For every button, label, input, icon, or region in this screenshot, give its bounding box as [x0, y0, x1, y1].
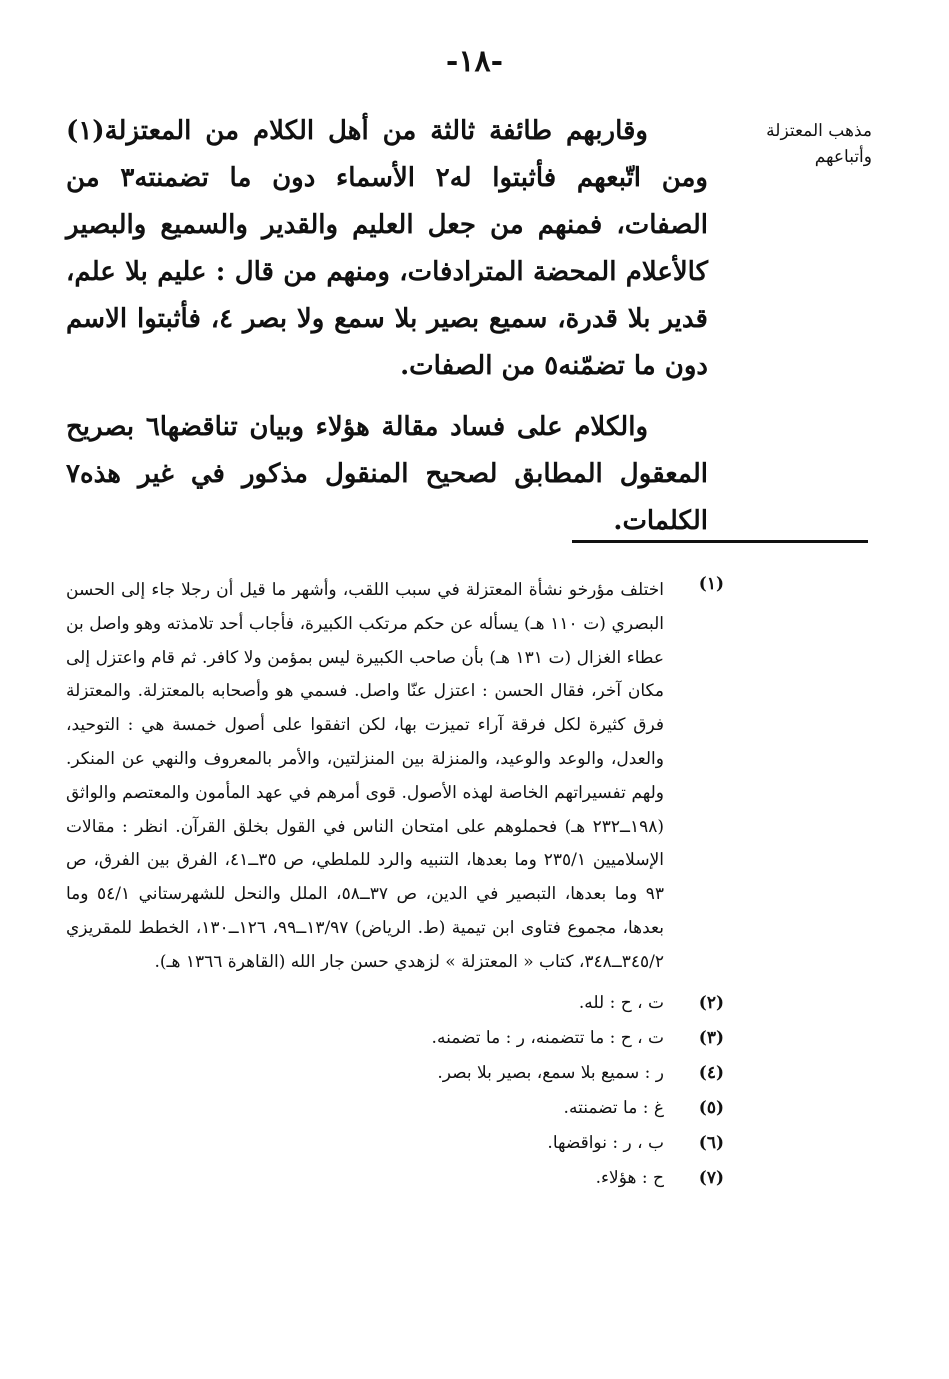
- footnote-number: (٦): [698, 1132, 724, 1153]
- footnote-number: (٤): [698, 1062, 724, 1083]
- footnote-separator: [572, 540, 868, 543]
- main-paragraph: وقاربهم طائفة ثالثة من أهل الكلام من المعتزلة(١) ومن اتّبعهم فأثبتوا له٢ الأسماء دون ما تضمنته٣ من الصفات، فمنهم من جعل العليم والقدير والسميع والبصير كالأعلام المحضة المترادفات، ومنهم من قال : عليم بلا علم، قدير بلا قدرة، سميع بصير بلا سمع ولا بصر ٤، فأثبتوا الاسم دون ما تضمّنه٥ من الصفات.: [66, 116, 708, 381]
- footnote-list: [66, 986, 724, 1196]
- footnote-text: ت ، ح : لله.: [578, 992, 664, 1013]
- footnote-number: (١): [698, 574, 724, 594]
- main-paragraph: والكلام على فساد مقالة هؤلاء وبيان تناقضها٦ بصريح المعقول المطابق لصحيح المنقول مذكور في غير هذه٧ الكلمات.: [66, 412, 708, 536]
- footnote-text: غ : ما تضمنته.: [563, 1097, 664, 1118]
- footnote-number: (٢): [698, 992, 724, 1013]
- margin-note-line: مذهب المعتزلة: [766, 121, 872, 141]
- main-text: [66, 108, 708, 559]
- footnote-number: (٧): [698, 1167, 724, 1188]
- footnote-text: اختلف مؤرخو نشأة المعتزلة في سبب اللقب، وأشهر ما قيل أن رجلا جاء إلى الحسن البصري (ت ١١٠ هـ) يسأله عن حكم مرتكب الكبيرة، فأجاب أحد تلامذته وهو واصل بن عطاء الغزال (ت ١٣١ هـ) بأن صاحب الكبيرة ليس بمؤمن ولا كافر. ثم قام واعتزل إلى مكان آخر، فقال الحسن : اعتزل عنّا واصل. فسمي هو وأصحابه بالمعتزلة. والمعتزلة فرق كثيرة لكل فرقة آراء تميزت بها، لكن اتفقوا على أصول خمسة هي : التوحيد، والعدل، والوعد والوعيد، والمنزلة بين المنزلتين، والأمر بالمعروف والنهي عن المنكر. ولهم تفسيراتهم الخاصة لهذه الأصول. قوى أمرهم في عهد المأمون والمعتصم والواثق (١٩٨ــ٢٣٢ هـ) فحملوهم على امتحان الناس في القول بخلق القرآن. انظر : مقالات الإسلاميين ٢٣٥/١ وما بعدها، التنبيه والرد للملطي، ص ٣٥ــ٤١، الفرق بين الفرق، ص ٩٣ وما بعدها، التبصير في الدين، ص ٣٧ــ٥٨، الملل والنحل للشهرستاني ٥٤/١ وما بعدها، مجموع فتاوى ابن تيمية (ط. الرياض) ١٣/٩٧ــ٩٩، ١٢٦ــ١٣٠، الخطط للمقريزي ٣٤٥/٢ــ٣٤٨، كتاب « المعتزلة » لزهدي حسن جار الله (القاهرة ١٣٦٦ هـ).: [66, 580, 665, 972]
- footnote-text: ر : سميع بلا سمع، بصير بلا بصر.: [437, 1062, 664, 1083]
- footnote: [66, 1021, 724, 1056]
- footnote-text: ح : هؤلاء.: [595, 1167, 664, 1188]
- footnote: [66, 574, 724, 980]
- margin-note-line: وأتباعهم: [814, 147, 872, 167]
- footnote: [66, 1161, 724, 1196]
- footnotes: [66, 574, 724, 1196]
- page-number: -١٨-: [445, 44, 504, 79]
- footnote-number: (٥): [698, 1097, 724, 1118]
- footnote-text: ت ، ح : ما تتضمنه، ر : ما تضمنه.: [431, 1027, 664, 1048]
- footnote: [66, 986, 724, 1021]
- footnote-text: ب ، ر : نواقضها.: [547, 1132, 664, 1153]
- footnote: [66, 1056, 724, 1091]
- footnote: [66, 1126, 724, 1161]
- margin-note: [712, 118, 872, 170]
- footnote-number: (٣): [698, 1027, 724, 1048]
- footnote: [66, 1091, 724, 1126]
